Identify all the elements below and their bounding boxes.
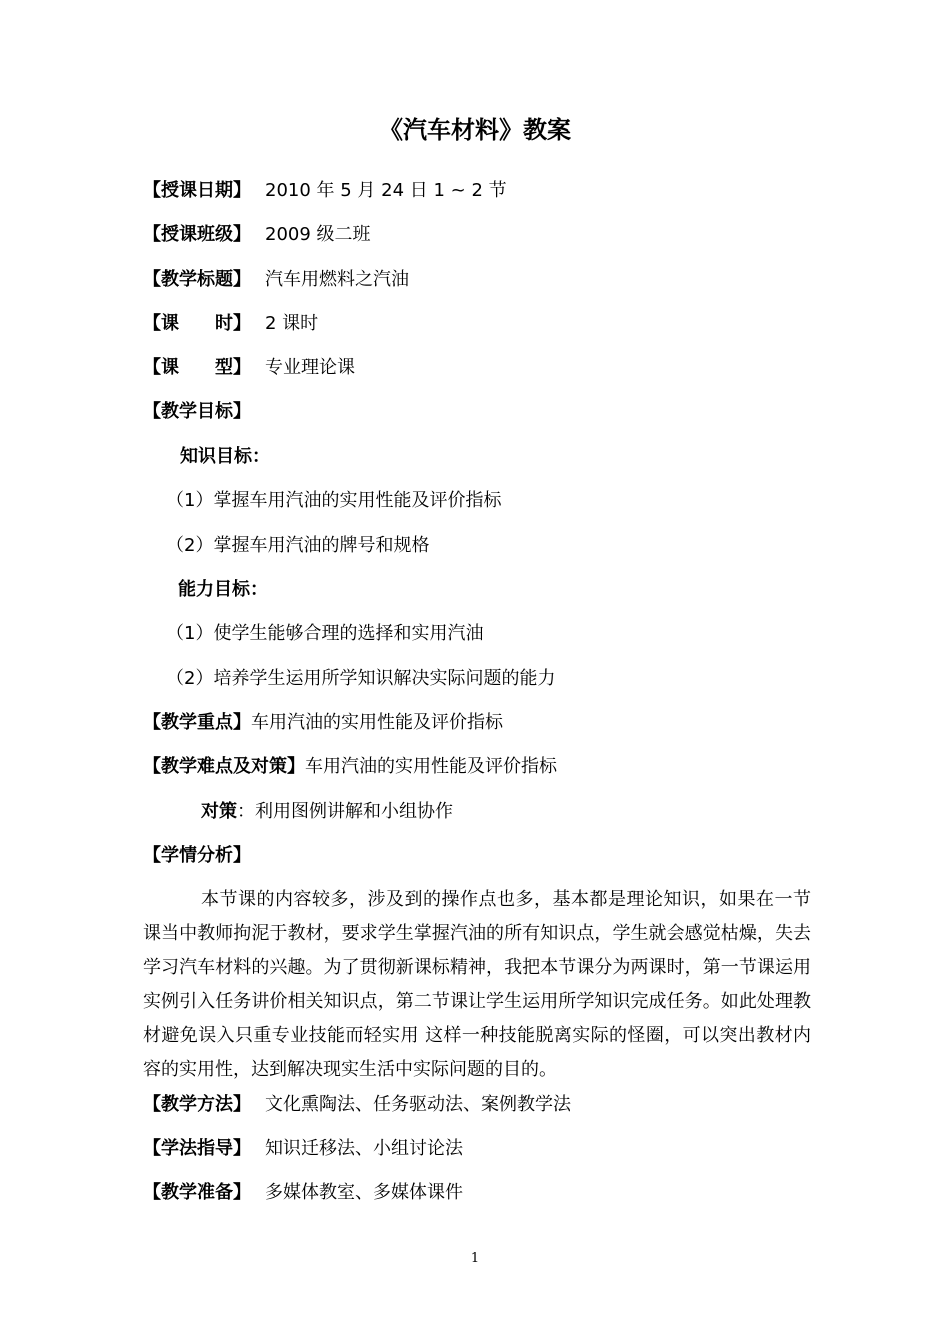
- guidance-label: 【学法指导】: [143, 1138, 251, 1159]
- methods-label: 【教学方法】: [143, 1094, 251, 1115]
- difficulties: [143, 753, 557, 781]
- objectives-label: 【教学目标】: [143, 401, 251, 422]
- ability-heading: 能力目标：: [178, 579, 268, 600]
- document-title: 《汽车材料》教案: [379, 116, 571, 144]
- knowledge-item-1: （1）掌握车用汽油的实用性能及评价指标: [166, 490, 502, 511]
- field-class-value: 2009 级二班: [265, 224, 371, 245]
- difficulties-label: 【教学难点及对策】: [143, 756, 305, 777]
- difficulties-value: 车用汽油的实用性能及评价指标: [305, 756, 557, 777]
- field-type-value: 专业理论课: [265, 357, 355, 378]
- methods: [143, 1091, 571, 1119]
- field-type: [143, 354, 355, 382]
- preparation: [143, 1179, 463, 1207]
- knowledge-item-2: （2）掌握车用汽油的牌号和规格: [166, 535, 430, 556]
- key-points: [143, 709, 503, 737]
- ability-item-1: （1）使学生能够合理的选择和实用汽油: [166, 623, 484, 644]
- field-date-value: 2010 年 5 月 24 日 1 ~ 2 节: [265, 180, 507, 201]
- analysis-label: 【学情分析】: [143, 845, 251, 866]
- field-topic-label: 【教学标题】: [143, 269, 251, 290]
- methods-value: 文化熏陶法、任务驱动法、案例教学法: [265, 1094, 571, 1115]
- field-class-label: 【授课班级】: [143, 224, 251, 245]
- knowledge-heading: 知识目标：: [180, 446, 270, 467]
- preparation-label: 【教学准备】: [143, 1182, 251, 1203]
- strategy-value: ：利用图例讲解和小组协作: [237, 801, 453, 822]
- analysis-paragraph: 本节课的内容较多，涉及到的操作点也多，基本都是理论知识，如果在一节课当中教师拘泥于教材，要求学生掌握汽油的所有知识点，学生就会感觉枯燥，失去学习汽车材料的兴趣。为了贯彻新课标精神，我把本节课分为两课时，第一节课运用实例引入任务讲价相关知识点，第二节课让学生运用所学知识完成任务。如此处理教材避免误入只重专业技能而轻实用 这样一种技能脱离实际的怪圈，可以突出教材内容的实用性，达到解决现实生活中实际问题的目的。: [143, 889, 811, 1080]
- field-hours-label: 【课 时】: [143, 313, 251, 334]
- field-class: [143, 221, 371, 249]
- field-topic: [143, 266, 409, 294]
- strategy: [201, 798, 453, 826]
- ability-item-2: （2）培养学生运用所学知识解决实际问题的能力: [166, 668, 556, 689]
- strategy-label: 对策: [201, 801, 237, 822]
- field-hours: [143, 310, 318, 338]
- guidance: [143, 1135, 463, 1163]
- page-number: 1: [470, 1251, 480, 1266]
- key-points-label: 【教学重点】: [143, 712, 251, 733]
- field-date-label: 【授课日期】: [143, 180, 251, 201]
- guidance-value: 知识迁移法、小组讨论法: [265, 1138, 463, 1159]
- key-points-value: 车用汽油的实用性能及评价指标: [251, 712, 503, 733]
- field-topic-value: 汽车用燃料之汽油: [265, 269, 409, 290]
- preparation-value: 多媒体教室、多媒体课件: [265, 1182, 463, 1203]
- field-type-label: 【课 型】: [143, 357, 251, 378]
- field-hours-value: 2 课时: [265, 313, 319, 334]
- field-date: [143, 177, 507, 205]
